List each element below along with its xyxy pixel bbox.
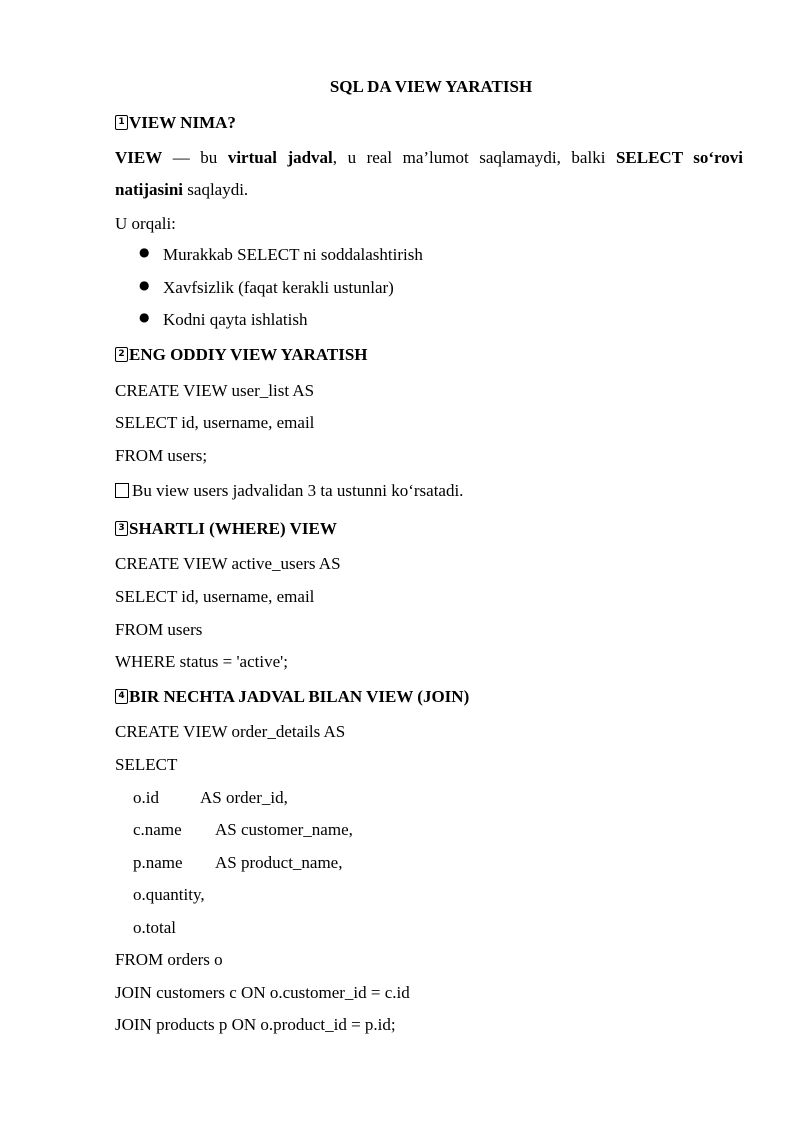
section-heading-1 [115,113,236,133]
bullet-icon: ● [139,278,150,292]
code-column-row [133,918,176,938]
list-item-text: Murakkab SELECT ni soddalashtirish [163,245,423,264]
missing-glyph-icon [115,483,129,498]
section-heading-4 [115,687,469,707]
intro-paragraph [115,142,743,206]
code-line: JOIN customers c ON o.customer_id = c.id [115,983,410,1002]
column-alias: AS customer_name, [215,820,353,839]
column-alias: AS product_name, [215,853,343,872]
column-expr: o.quantity, [133,885,205,904]
intro-text-1: — bu [162,148,228,167]
code-column-row [133,885,205,905]
keycap-number-icon: 4 [115,689,128,704]
code-line: CREATE VIEW active_users AS [115,554,341,573]
code-line: SELECT id, username, email [115,413,315,432]
code-line: FROM orders o [115,950,223,969]
keycap-number-icon: 2 [115,347,128,362]
code-line: SELECT id, username, email [115,587,315,606]
code-line: FROM users [115,620,203,639]
section-heading-text: SHARTLI (WHERE) VIEW [129,519,337,538]
bullet-icon: ● [139,310,150,324]
column-expr: o.total [133,918,176,937]
section-heading-text: ENG ODDIY VIEW YARATISH [129,345,368,364]
section-heading-2 [115,345,368,365]
code-line: CREATE VIEW order_details AS [115,722,346,741]
code-column-row [133,820,353,840]
code-line: SELECT [115,755,178,774]
list-item [139,310,308,330]
list-item-text: Kodni qayta ishlatish [163,310,308,329]
list-item [139,245,423,265]
code-line: FROM users; [115,446,208,465]
column-alias: AS order_id, [200,788,288,807]
section-heading-text: VIEW NIMA? [129,113,236,132]
term-virtual: virtual jadval [227,148,333,167]
column-expr: c.name [133,820,182,839]
document-title: SQL DA VIEW YARATISH [329,77,533,96]
column-expr: p.name [133,853,183,872]
code-line: CREATE VIEW user_list AS [115,381,315,400]
keycap-number-icon: 1 [115,115,128,130]
intro-text-2: , u real ma’lumot saqlamaydi, balki [332,148,616,167]
note-text: Bu view users jadvalidan 3 ta ustunni ko‘rsatadi. [132,481,464,500]
section-heading-3 [115,519,337,539]
term-view: VIEW [115,148,163,167]
code-line: JOIN products p ON o.product_id = p.id; [115,1015,396,1034]
code-line: WHERE status = 'active'; [115,652,288,671]
section-heading-text: BIR NECHTA JADVAL BILAN VIEW (JOIN) [129,687,470,706]
list-item-text: Xavfsizlik (faqat kerakli ustunlar) [163,278,394,297]
keycap-number-icon: 3 [115,521,128,536]
bullet-icon: ● [139,245,150,259]
note-line [115,481,463,501]
through-label: U orqali: [115,214,176,233]
code-column-row [133,853,343,873]
list-item [139,278,394,298]
column-expr: o.id [133,788,159,807]
term-select-result: SELECT so‘rovi natijasini [115,148,743,199]
intro-text-3: saqlaydi. [183,180,249,199]
code-column-row [133,788,288,808]
